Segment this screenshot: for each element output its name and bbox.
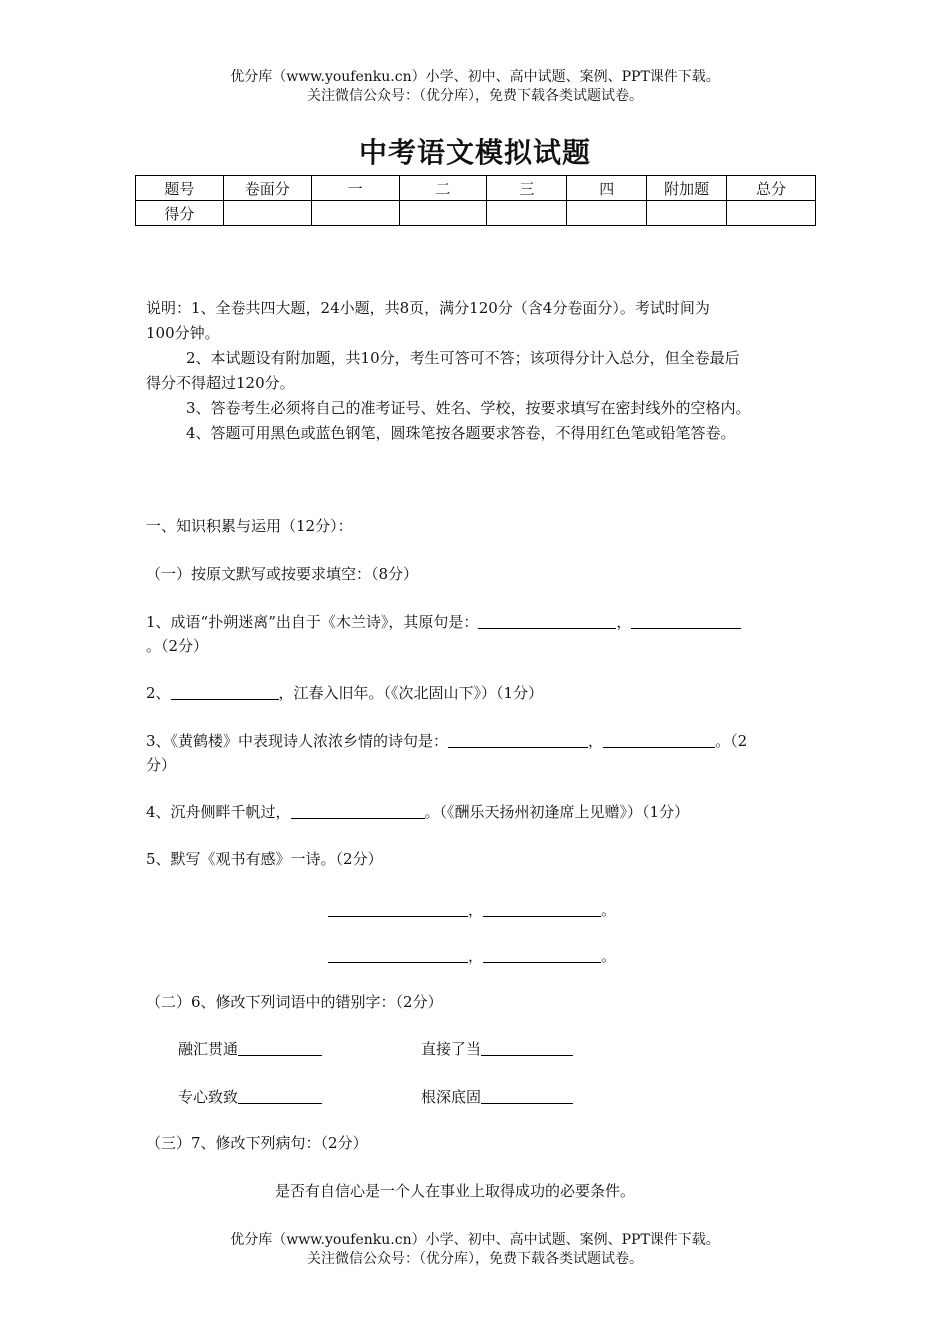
score-header-cell: 二 [399,176,487,201]
score-header-cell: 三 [487,176,567,201]
answer-blank[interactable] [238,1087,322,1104]
page-title: 中考语文模拟试题 [358,136,591,169]
score-header-cell: 四 [567,176,647,201]
comma: ， [588,732,604,750]
score-header-cell: 卷面分 [223,176,311,201]
comma: ， [468,947,484,965]
answer-blank[interactable] [483,900,601,917]
header-line-1: 优分库（www.youfenku.cn）小学、初中、高中试题、案例、PPT课件下载。 [230,69,720,85]
question-1 [146,610,741,635]
instruction-line: 2、本试题设有附加题，共10分，考生可答可不答；该项得分计入总分，但全卷最后 [186,349,740,367]
word-item [178,1085,322,1110]
faulty-sentence: 是否有自信心是一个人在事业上取得成功的必要条件。 [275,1182,636,1200]
comma: ， [616,613,632,631]
question-4-end: 。（《酬乐天扬州初逢席上见赠》）（1分） [424,803,690,821]
word-text: 融汇贯通 [178,1040,239,1058]
question-3 [146,729,747,754]
poem-line-1 [328,898,616,923]
answer-blank[interactable] [291,802,425,819]
score-cell[interactable] [567,201,647,226]
answer-blank[interactable] [603,731,715,748]
score-cell[interactable] [311,201,399,226]
score-cell[interactable] [399,201,487,226]
period: 。 [601,947,617,965]
score-cell[interactable] [727,201,816,226]
part-heading: （三）7、修改下列病句：（2分） [146,1134,368,1152]
instruction-line: 得分不得超过120分。 [146,374,295,392]
word-item [421,1037,573,1062]
instruction-line: 说明：1、全卷共四大题，24小题，共8页，满分120分（含4分卷面分）。考试时间为 [146,299,710,317]
question-5: 5、默写《观书有感》一诗。（2分） [146,850,383,868]
word-item [178,1037,322,1062]
word-text: 直接了当 [421,1040,482,1058]
instruction-line: 100分钟。 [146,324,220,342]
answer-blank[interactable] [481,1087,573,1104]
question-4-text: 4、沉舟侧畔千帆过， [146,803,291,821]
answer-blank[interactable] [481,1039,573,1056]
score-table-row [136,201,816,226]
score-table [135,175,816,226]
question-1-text: 1、成语“扑朔迷离”出自于《木兰诗》，其原句是： [146,613,479,631]
answer-blank[interactable] [171,683,279,700]
part-heading: （一）按原文默写或按要求填空：（8分） [146,565,419,583]
part-heading: （二）6、修改下列词语中的错别字：（2分） [146,993,443,1011]
footer-line-2: 关注微信公众号：（优分库），免费下载各类试题试卷。 [307,1251,643,1267]
score-header-cell: 总分 [727,176,816,201]
answer-blank[interactable] [328,946,468,963]
answer-blank[interactable] [328,900,468,917]
answer-blank[interactable] [631,612,741,629]
score-header-cell: 附加题 [647,176,727,201]
comma: ， [468,901,484,919]
score-cell[interactable] [647,201,727,226]
instruction-line: 3、答卷考生必须将自己的准考证号、姓名、学校，按要求填写在密封线外的空格内。 [186,399,751,417]
score-row-label: 得分 [136,201,224,226]
score-table-header-row [136,176,816,201]
score-header-cell: 题号 [136,176,224,201]
word-item [421,1085,573,1110]
answer-blank[interactable] [483,946,601,963]
score-header-cell: 一 [311,176,399,201]
question-3-text: 3、《黄鹤楼》中表现诗人浓浓乡情的诗句是： [146,732,449,750]
word-text: 专心致致 [178,1088,239,1106]
poem-line-2 [328,944,616,969]
word-text: 根深底固 [421,1088,482,1106]
question-3-score: 分） [146,756,177,774]
score-cell[interactable] [487,201,567,226]
question-1-score: 。（2分） [146,637,209,655]
section-heading: 一、知识积累与运用（12分）： [146,517,353,535]
score-cell[interactable] [223,201,311,226]
footer-line-1: 优分库（www.youfenku.cn）小学、初中、高中试题、案例、PPT课件下载。 [230,1232,720,1248]
answer-blank[interactable] [238,1039,322,1056]
question-2-text: ，江春入旧年。（《次北固山下》）（1分） [278,684,544,702]
header-line-2: 关注微信公众号：（优分库），免费下载各类试题试卷。 [307,88,643,104]
question-2 [146,681,543,706]
instruction-line: 4、答题可用黑色或蓝色钢笔，圆珠笔按各题要求答卷，不得用红色笔或铅笔答卷。 [186,424,736,442]
question-3-end: 。（2 [715,732,748,750]
question-2-prefix: 2、 [146,684,171,702]
question-4 [146,800,689,825]
period: 。 [601,901,617,919]
answer-blank[interactable] [448,731,588,748]
answer-blank[interactable] [478,612,616,629]
